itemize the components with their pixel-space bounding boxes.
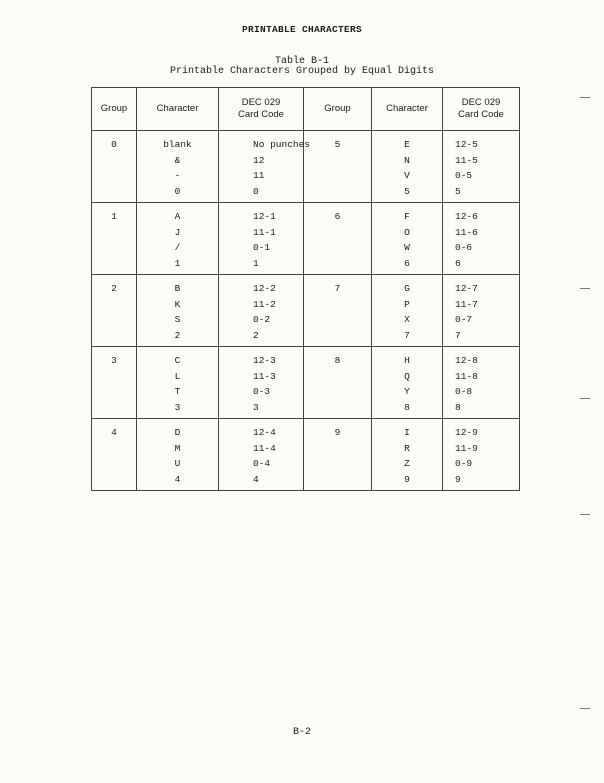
card-code-cell-right-value: 11-8 xyxy=(455,370,478,382)
group-cell-left xyxy=(92,203,137,275)
character-cell-left-value: K xyxy=(174,298,181,310)
character-cell-right-value: Q xyxy=(404,370,410,382)
card-code-cell-left-value: 11-2 xyxy=(253,298,276,310)
character-cell-right xyxy=(372,131,443,203)
table-row xyxy=(92,131,520,203)
character-cell-left xyxy=(137,419,219,491)
card-code-cell-left-value: 4 xyxy=(253,473,259,485)
card-code-cell-right xyxy=(443,275,520,347)
group-cell-left xyxy=(92,419,137,491)
table-header-row xyxy=(92,88,520,131)
group-cell-right xyxy=(304,347,372,419)
card-code-cell-left-value: 12-2 xyxy=(253,283,276,294)
card-code-cell-left-value: 11-1 xyxy=(253,226,276,238)
group-cell-right-value: 8 xyxy=(334,355,341,366)
group-cell-right-value: 6 xyxy=(334,211,341,222)
header-character-right: Character xyxy=(372,88,443,131)
character-cell-left-value: - xyxy=(174,170,181,181)
table-number: Table B-1 xyxy=(274,56,329,67)
card-code-cell-right-value: 12-6 xyxy=(455,211,478,222)
character-cell-right xyxy=(372,347,443,419)
group-cell-left xyxy=(92,347,137,419)
character-cell-right-value: V xyxy=(404,170,410,181)
group-cell-left-value: 3 xyxy=(111,355,117,366)
card-code-cell-left-value: 11 xyxy=(253,170,265,181)
character-cell-right-value: 6 xyxy=(404,257,410,269)
card-code-cell-left-value: 12-3 xyxy=(253,355,276,366)
card-code-cell-left-value: No punches xyxy=(253,139,311,150)
page-number: B-2 xyxy=(292,727,311,738)
card-code-cell-left-value: 11-4 xyxy=(253,442,276,454)
character-cell-left-value: D xyxy=(174,427,181,438)
card-code-cell-right-value: 7 xyxy=(455,329,461,341)
margin-tick xyxy=(580,514,590,515)
card-code-cell-right-value: 12-9 xyxy=(455,427,478,438)
character-cell-left-value: T xyxy=(174,386,181,397)
card-code-cell-right xyxy=(443,419,520,491)
character-cell-left-value: A xyxy=(174,211,181,222)
header-group-left: Group xyxy=(92,88,137,131)
card-code-cell-right-value: 0-5 xyxy=(455,170,473,181)
card-code-cell-left-value: 2 xyxy=(253,329,259,341)
character-cell-left-value: B xyxy=(174,283,181,294)
character-cell-right-value: 9 xyxy=(404,473,410,485)
header-card-code-right xyxy=(443,88,520,131)
header-card-code-left xyxy=(219,88,304,131)
card-code-cell-right-value: 12-5 xyxy=(455,139,478,150)
card-code-cell-left xyxy=(219,275,304,347)
character-cell-right-value: Z xyxy=(404,458,410,469)
table-body xyxy=(92,131,520,491)
card-code-cell-left-value: 12-4 xyxy=(253,427,276,438)
group-cell-right-value: 9 xyxy=(334,427,341,438)
character-cell-left-value: 1 xyxy=(174,257,181,269)
character-cell-right xyxy=(372,275,443,347)
character-cell-left-value: S xyxy=(174,314,181,325)
character-cell-right-value: O xyxy=(404,226,410,238)
character-cell-left-value: blank xyxy=(163,139,192,150)
group-cell-right xyxy=(304,419,372,491)
group-cell-left xyxy=(92,131,137,203)
character-cell-left-value: U xyxy=(174,458,181,469)
card-code-cell-right-value: 11-9 xyxy=(455,442,478,454)
card-code-cell-right-value: 0-7 xyxy=(455,314,473,325)
character-cell-right-value: I xyxy=(404,427,410,438)
character-cell-left-value: 4 xyxy=(174,473,181,485)
character-cell-right-value: P xyxy=(404,298,410,310)
header-card-code-right-line1: DEC 029 xyxy=(461,97,501,108)
card-code-cell-right-value: 11-5 xyxy=(455,154,478,166)
character-cell-right xyxy=(372,203,443,275)
card-code-cell-right-value: 0-8 xyxy=(455,386,473,397)
page-heading: PRINTABLE CHARACTERS xyxy=(241,24,363,35)
group-cell-left-value: 1 xyxy=(111,211,117,222)
character-cell-left-value: J xyxy=(174,226,181,238)
card-code-cell-left-value: 0-2 xyxy=(253,314,271,325)
card-code-cell-left xyxy=(219,203,304,275)
card-code-cell-right xyxy=(443,203,520,275)
margin-tick xyxy=(580,398,590,399)
group-cell-right-value: 5 xyxy=(334,139,341,150)
character-cell-left xyxy=(137,347,219,419)
card-code-cell-left-value: 0-3 xyxy=(253,386,271,397)
card-code-cell-left-value: 0-4 xyxy=(253,458,271,469)
table-row xyxy=(92,347,520,419)
character-cell-left-value: & xyxy=(174,154,181,166)
card-code-cell-left xyxy=(219,419,304,491)
table-row xyxy=(92,203,520,275)
character-cell-right-value: H xyxy=(404,355,410,366)
character-cell-left xyxy=(137,131,219,203)
character-cell-right-value: Y xyxy=(404,386,410,397)
card-code-cell-left-value: 3 xyxy=(253,401,259,413)
character-cell-right xyxy=(372,419,443,491)
margin-tick xyxy=(580,97,590,98)
group-cell-right xyxy=(304,203,372,275)
character-cell-right-value: X xyxy=(404,314,410,325)
character-cell-right-value: R xyxy=(404,442,410,454)
header-card-code-left-line2: Card Code xyxy=(238,109,284,120)
character-cell-right-value: W xyxy=(404,242,410,253)
card-code-cell-left-value: 11-3 xyxy=(253,370,276,382)
group-cell-left-value: 4 xyxy=(111,427,117,438)
character-cell-left-value: 2 xyxy=(174,329,181,341)
card-code-cell-right-value: 12-8 xyxy=(455,355,478,366)
table-caption: Printable Characters Grouped by Equal Digits xyxy=(169,66,435,77)
table-row xyxy=(92,419,520,491)
header-character-left: Character xyxy=(137,88,219,131)
group-cell-right xyxy=(304,275,372,347)
card-code-cell-left-value: 1 xyxy=(253,257,259,269)
card-code-cell-right-value: 11-7 xyxy=(455,298,478,310)
card-code-cell-right-value: 8 xyxy=(455,401,461,413)
group-cell-left xyxy=(92,275,137,347)
card-code-cell-right-value: 0-9 xyxy=(455,458,473,469)
card-code-cell-left-value: 12-1 xyxy=(253,211,276,222)
character-cell-left xyxy=(137,203,219,275)
card-code-cell-right-value: 11-6 xyxy=(455,226,478,238)
card-code-cell-left-value: 0-1 xyxy=(253,242,271,253)
character-cell-left xyxy=(137,275,219,347)
character-cell-left-value: 3 xyxy=(174,401,181,413)
group-cell-right xyxy=(304,131,372,203)
table-row xyxy=(92,275,520,347)
card-code-cell-right xyxy=(443,131,520,203)
character-cell-left-value: / xyxy=(174,242,181,253)
character-cell-right-value: G xyxy=(404,283,410,294)
character-cell-right-value: E xyxy=(404,139,410,150)
margin-tick xyxy=(580,708,590,709)
character-cell-left-value: M xyxy=(174,442,181,454)
character-cell-right-value: F xyxy=(404,211,410,222)
character-cell-right-value: N xyxy=(404,154,410,166)
header-group-right: Group xyxy=(304,88,372,131)
group-cell-left-value: 0 xyxy=(111,139,117,150)
card-code-cell-right-value: 5 xyxy=(455,185,461,197)
group-cell-right-value: 7 xyxy=(334,283,341,294)
card-code-cell-left-value: 12 xyxy=(253,154,265,166)
character-cell-left-value: 0 xyxy=(174,185,181,197)
character-cell-right-value: 5 xyxy=(404,185,410,197)
header-card-code-right-line2: Card Code xyxy=(458,109,504,120)
card-code-cell-left xyxy=(219,347,304,419)
character-cell-right-value: 8 xyxy=(404,401,410,413)
card-code-cell-right xyxy=(443,347,520,419)
character-cell-left-value: L xyxy=(174,370,181,382)
card-code-cell-right-value: 6 xyxy=(455,257,461,269)
header-card-code-left-line1: DEC 029 xyxy=(241,97,281,108)
character-cell-right-value: 7 xyxy=(404,329,410,341)
character-cell-left-value: C xyxy=(174,355,181,366)
card-code-cell-right-value: 0-6 xyxy=(455,242,473,253)
card-code-cell-left xyxy=(219,131,311,203)
card-code-cell-left-value: 0 xyxy=(253,185,259,197)
card-code-cell-right-value: 9 xyxy=(455,473,461,485)
margin-tick xyxy=(580,288,590,289)
card-code-cell-right-value: 12-7 xyxy=(455,283,478,294)
group-cell-left-value: 2 xyxy=(111,283,117,294)
printable-characters-table xyxy=(91,87,520,491)
